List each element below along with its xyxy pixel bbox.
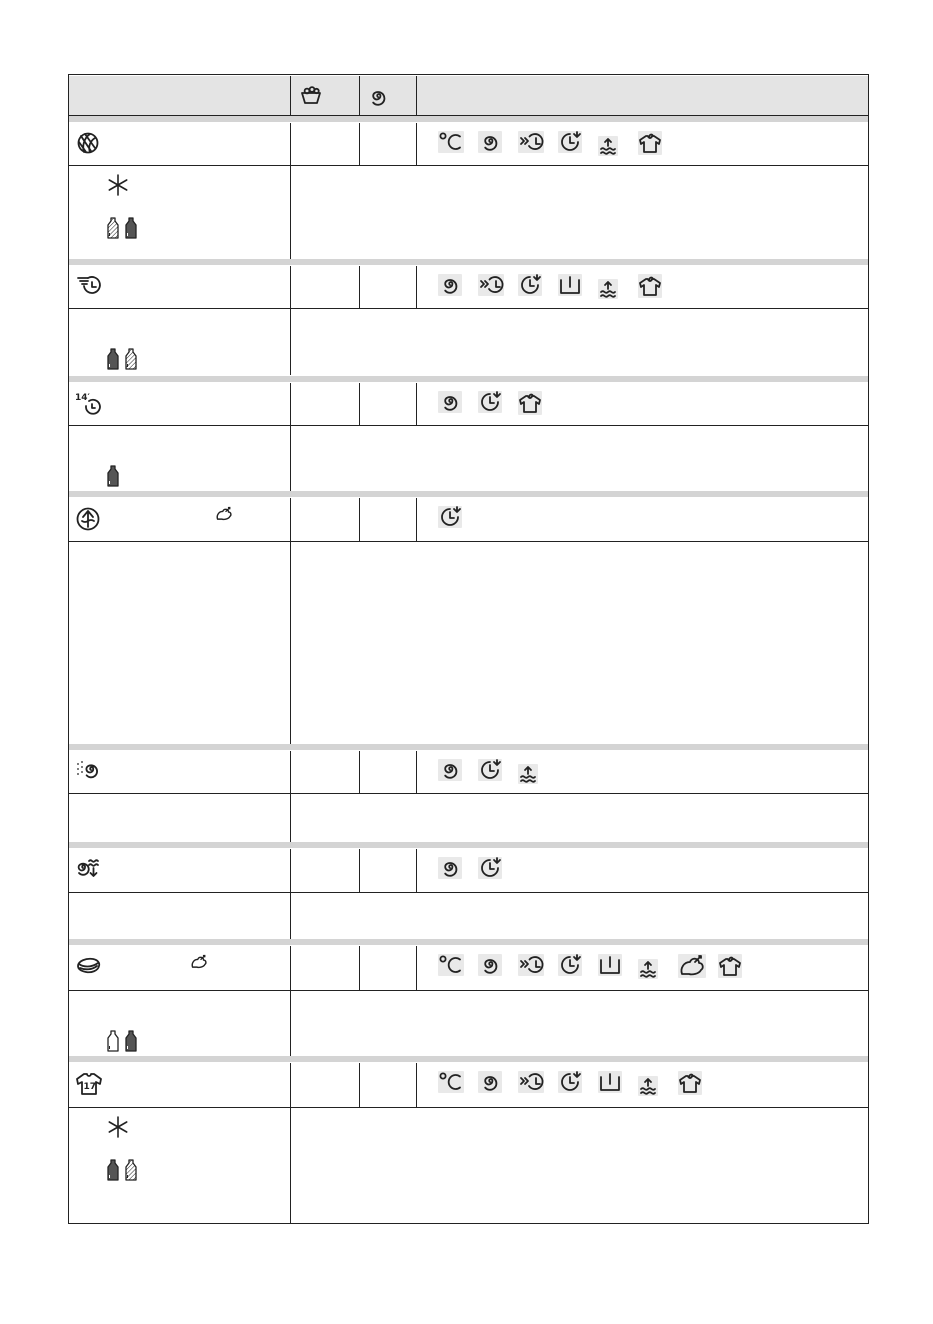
svg-text:17: 17: [83, 1082, 97, 1092]
easy-iron-icon: [638, 131, 662, 155]
spin-icon: [438, 857, 462, 879]
easy-iron-icon: [518, 391, 542, 415]
spin-drain-icon: [75, 857, 103, 879]
column-divider: [416, 76, 417, 115]
row-divider: [69, 1107, 868, 1108]
time-delay-icon: [478, 857, 502, 879]
rinse-hold-icon: [598, 1071, 622, 1093]
column-divider: [290, 425, 291, 491]
easy-iron-icon: [638, 274, 662, 298]
row-divider: [69, 541, 868, 542]
easy-iron-icon: [718, 954, 742, 978]
table-header: [69, 76, 868, 115]
time-delay-icon: [478, 759, 502, 781]
extra-rinse-icon: [638, 1076, 658, 1096]
programme-separator: [69, 744, 868, 750]
column-divider: [359, 76, 360, 115]
row-divider: [69, 308, 868, 309]
detergent-powder-and-liquid-icon: [106, 1030, 138, 1052]
column-divider: [359, 123, 360, 165]
programme-separator: [69, 939, 868, 945]
spin-icon: [438, 274, 462, 296]
extra-rinse-icon: [598, 279, 618, 299]
column-divider: [416, 1063, 417, 1107]
drum-clean-icon: [75, 506, 101, 532]
17-minute-shirt-icon: [75, 1071, 103, 1097]
column-divider: [290, 793, 291, 842]
column-divider: [290, 1107, 291, 1224]
temperature-icon: [438, 954, 464, 976]
rinse-spin-icon: [75, 759, 101, 781]
duvet-icon: [75, 954, 103, 976]
temperature-icon: [438, 131, 464, 153]
column-divider: [359, 849, 360, 892]
14-minute-icon: [75, 391, 105, 417]
row-divider: [69, 793, 868, 794]
temperature-icon: [438, 1071, 464, 1093]
column-divider: [290, 76, 291, 115]
spin-icon: [478, 131, 502, 153]
extra-rinse-icon: [638, 959, 658, 979]
time-delay-icon: [518, 274, 542, 296]
programme-separator: [69, 491, 868, 497]
rinse-hold-icon: [558, 274, 582, 296]
prewash-icon: [518, 954, 544, 976]
detergent-liquid-and-wool-icon: [106, 1159, 138, 1181]
column-divider: [359, 383, 360, 425]
programme-separator: [69, 376, 868, 382]
header-separator: [69, 116, 868, 122]
row-divider: [69, 165, 868, 166]
row-divider: [69, 892, 868, 893]
column-divider: [290, 990, 291, 1056]
quick-wash-icon: [75, 274, 103, 298]
column-divider: [359, 498, 360, 541]
cold-wash-icon: [106, 1115, 130, 1139]
column-divider: [290, 123, 291, 165]
extra-rinse-icon: [598, 136, 618, 156]
cold-wash-icon: [106, 173, 130, 197]
column-divider: [290, 1063, 291, 1107]
column-divider: [290, 383, 291, 425]
row-divider: [69, 990, 868, 991]
programme-separator: [69, 1056, 868, 1062]
column-divider: [290, 308, 291, 375]
column-divider: [416, 498, 417, 541]
column-divider: [290, 849, 291, 892]
programme-options-table: [68, 74, 869, 1224]
column-divider: [359, 751, 360, 793]
column-divider: [359, 266, 360, 308]
column-divider: [290, 541, 291, 744]
spin-icon: [478, 954, 502, 976]
column-divider: [416, 849, 417, 892]
column-divider: [290, 266, 291, 308]
time-delay-icon: [438, 506, 462, 528]
detergent-liquid-and-wool-icon: [106, 348, 138, 370]
programme-separator: [69, 259, 868, 265]
prewash-icon: [518, 1071, 544, 1093]
column-divider: [416, 383, 417, 425]
time-delay-icon: [558, 131, 582, 153]
time-delay-icon: [558, 954, 582, 976]
spin-icon: [478, 1071, 502, 1093]
wool-ball-icon: [75, 131, 101, 155]
column-divider: [416, 751, 417, 793]
steam-icon: [678, 954, 706, 978]
row-divider: [69, 425, 868, 426]
column-divider: [416, 266, 417, 308]
prewash-icon: [518, 131, 544, 153]
column-divider: [359, 1063, 360, 1107]
detergent-liquid-icon: [106, 465, 120, 487]
spin-icon: [438, 391, 462, 413]
laundry-load-icon: [299, 85, 323, 105]
time-delay-icon: [478, 391, 502, 413]
column-divider: [290, 498, 291, 541]
column-divider: [416, 123, 417, 165]
column-divider: [290, 946, 291, 990]
detergent-wool-and-liquid-icon: [106, 217, 138, 239]
rinse-hold-icon: [598, 954, 622, 976]
steam-icon: [215, 506, 233, 522]
column-divider: [290, 165, 291, 259]
extra-rinse-icon: [518, 764, 538, 784]
column-divider: [290, 751, 291, 793]
column-divider: [416, 946, 417, 990]
prewash-icon: [478, 274, 504, 296]
svg-text:14′: 14′: [75, 393, 90, 403]
spin-icon: [438, 759, 462, 781]
column-divider: [290, 892, 291, 939]
column-divider: [359, 946, 360, 990]
steam-icon: [190, 954, 208, 970]
programme-separator: [69, 842, 868, 848]
time-delay-icon: [558, 1071, 582, 1093]
spin-icon: [366, 85, 390, 109]
easy-iron-icon: [678, 1071, 702, 1095]
